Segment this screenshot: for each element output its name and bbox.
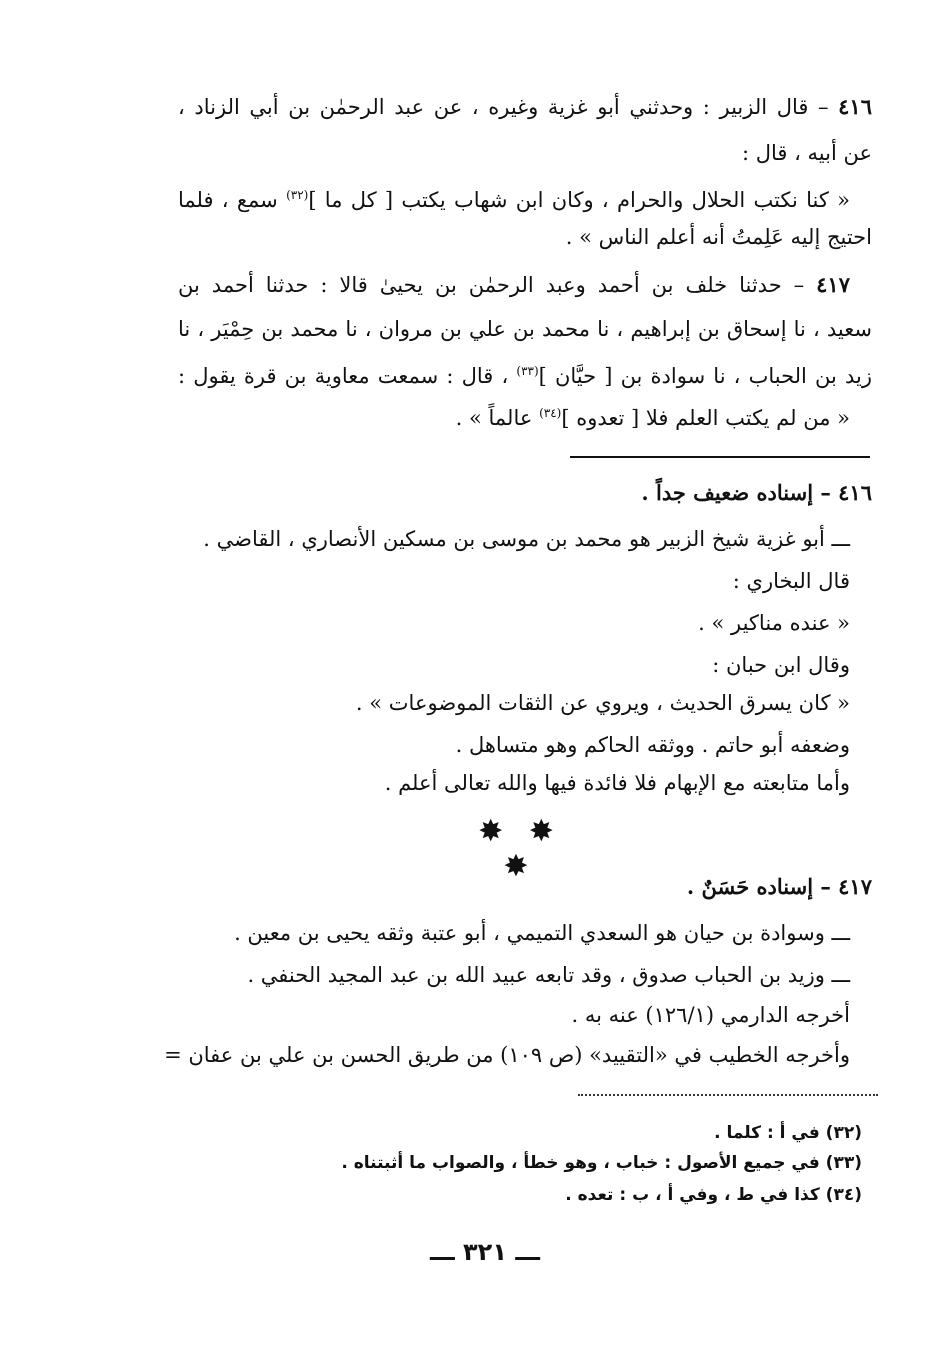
hadith-416-line-2: عن أبيه ، قال :	[741, 141, 872, 165]
footnote-32: (٣٢) في أ : كلما .	[714, 1123, 862, 1143]
hadith-417-line-2: سعيد ، نا إسحاق بن إبراهيم ، نا محمد بن علي بن مروان ، نا محمد بن حِمْيَر ، نا	[178, 317, 872, 341]
hadith-416-text: سمع ، فلما	[178, 188, 278, 212]
hadith-416-text: « كنا نكتب الحلال والحرام ، وكان ابن شهاب يكتب [ كل ما ]	[308, 188, 850, 212]
hadith-416-line-4: احتيج إليه عَلِمتُ أنه أعلم الناس » .	[565, 225, 872, 249]
hadith-417-text: « من لم يكتب العلم فلا [ تعدوه ]	[561, 406, 850, 430]
section-divider	[570, 456, 870, 458]
hadith-417-line-1	[178, 270, 850, 300]
footnote-ref-32: (٣٢)	[286, 188, 309, 202]
commentary-416-line: قال البخاري :	[732, 569, 850, 593]
commentary-416-line: « كان يسرق الحديث ، ويروي عن الثقات الموضوعات » .	[355, 691, 850, 715]
hadith-416-number: ٤١٦	[838, 94, 872, 119]
commentary-417-heading	[600, 872, 872, 902]
footnote-ref-33: (٣٣)	[516, 364, 539, 378]
commentary-417-line: ـــ وزيد بن الحباب صدوق ، وقد تابعه عبيد الله بن عبد المجيد الحنفي .	[247, 963, 850, 987]
hadith-417-text: عالماً » .	[455, 406, 533, 430]
hadith-417-line-4	[420, 398, 850, 433]
commentary-416-heading	[560, 478, 872, 508]
commentary-416-number: ٤١٦	[838, 480, 872, 505]
star-separator-icon: ✸ ✸ ✸	[478, 814, 562, 884]
hadith-417-number: ٤١٧	[816, 272, 850, 297]
hadith-416-text: – قال الزبير : وحدثني أبو غزية وغيره ، عن عبد الرحمٰن بن أبي الزناد ،	[178, 95, 829, 119]
commentary-416-line: « عنده مناكير » .	[698, 611, 850, 635]
hadith-417-text: زيد بن الحباب ، نا سوادة بن [ حيَّان ]	[538, 364, 872, 388]
hadith-416-line-3	[178, 180, 850, 215]
commentary-416-line: وأما متابعته مع الإبهام فلا فائدة فيها والله تعالى أعلم .	[384, 771, 850, 795]
hadith-417-text: ، قال : سمعت معاوية بن قرة يقول :	[178, 364, 509, 388]
commentary-416-line: وضعفه أبو حاتم . ووثقه الحاكم وهو متساهل .	[455, 733, 850, 757]
hadith-416-line-1	[178, 92, 872, 122]
commentary-417-title: – إسناده حَسَنٌ .	[686, 874, 831, 899]
footnote-separator	[578, 1094, 878, 1096]
hadith-417-line-3	[178, 356, 872, 391]
footnote-ref-34: (٣٤)	[539, 406, 562, 420]
commentary-417-line: ـــ وسوادة بن حيان هو السعدي التميمي ، أبو عتبة وثقه يحيى بن معين .	[234, 921, 850, 945]
commentary-416-title: – إسناده ضعيف جداً .	[641, 480, 831, 505]
page-number: ـــ ٣٢١ ـــ	[430, 1238, 540, 1266]
commentary-416-line: وقال ابن حبان :	[712, 653, 850, 677]
commentary-417-line: أخرجه الدارمي (١٢٦/١) عنه به .	[571, 1003, 850, 1027]
hadith-417-text: – حدثنا خلف بن أحمد وعبد الرحمٰن بن يحيىٰ قالا : حدثنا أحمد بن	[178, 273, 805, 297]
commentary-417-number: ٤١٧	[838, 874, 872, 899]
footnote-34: (٣٤) كذا في ط ، وفي أ ، ب : تعده .	[565, 1185, 862, 1205]
commentary-417-line: وأخرجه الخطيب في «التقييد» (ص ١٠٩) من طريق الحسن بن علي بن عفان =	[164, 1043, 850, 1067]
footnote-33: (٣٣) في جميع الأصول : خباب ، وهو خطأ ، والصواب ما أثبتناه .	[341, 1153, 862, 1173]
commentary-416-line: ـــ أبو غزية شيخ الزبير هو محمد بن موسى بن مسكين الأنصاري ، القاضي .	[203, 527, 850, 551]
